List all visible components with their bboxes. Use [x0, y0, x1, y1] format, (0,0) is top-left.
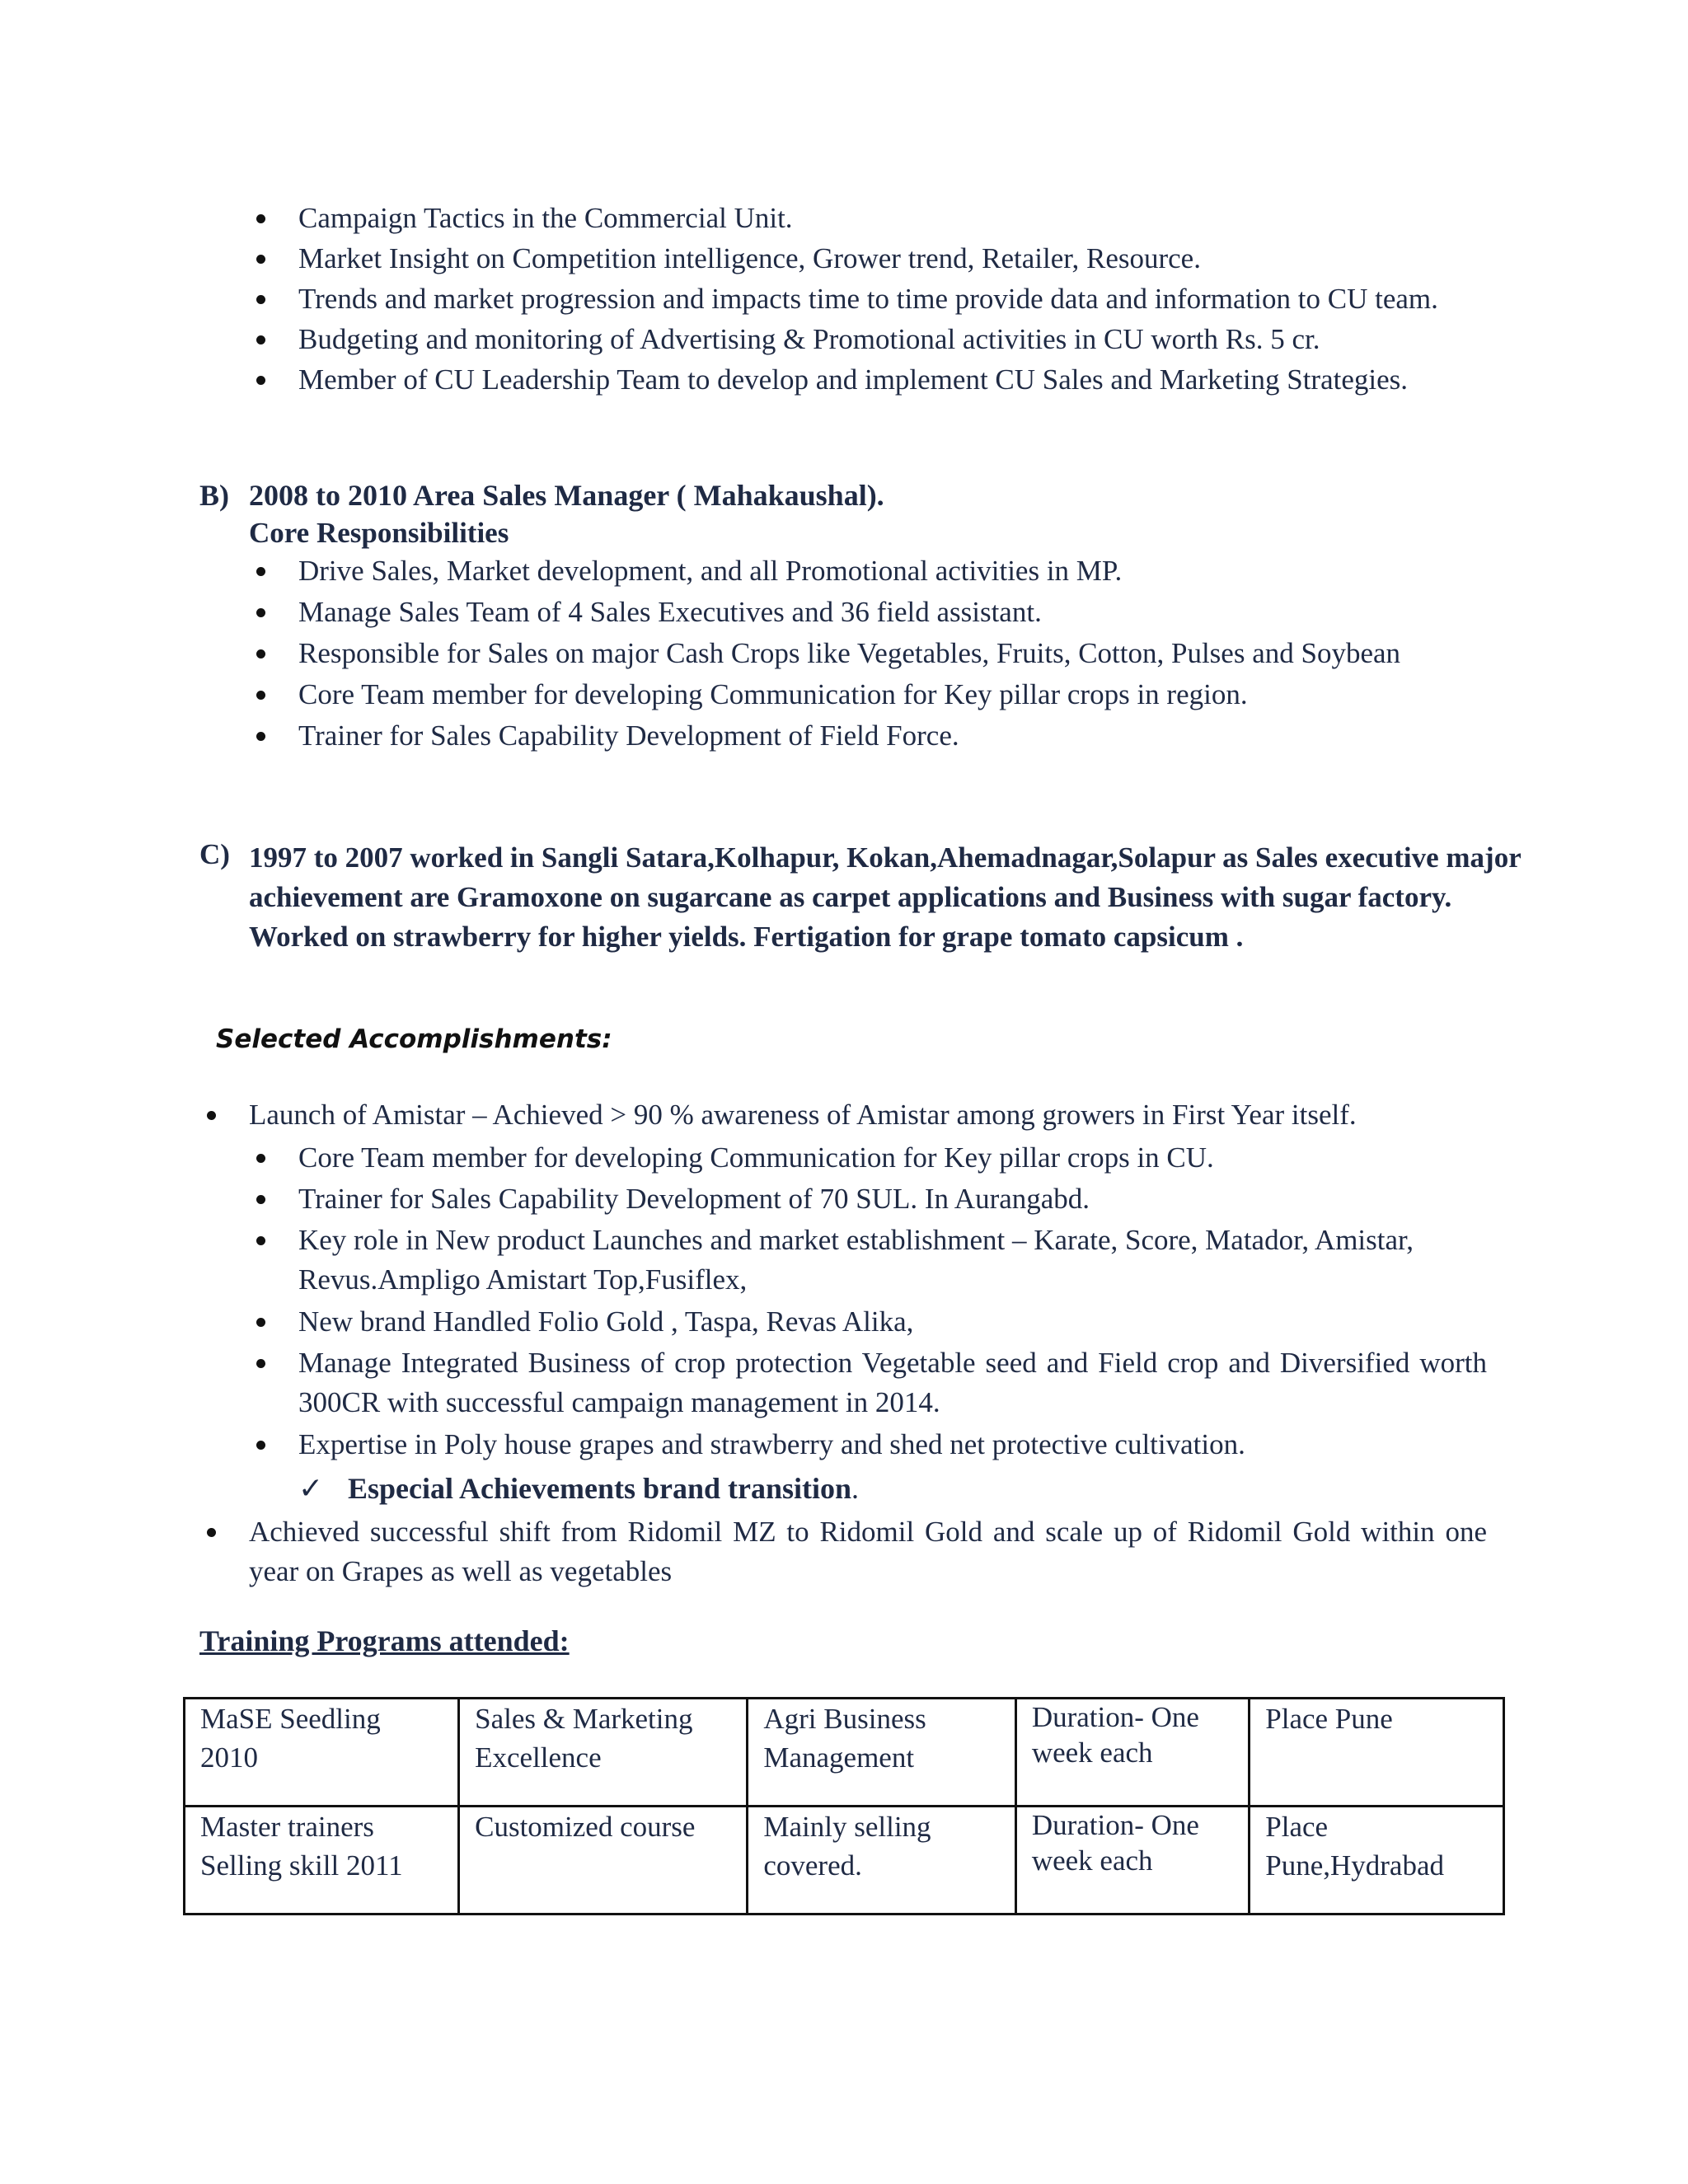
list-item: Member of CU Leadership Team to develop and implement CU Sales and Marketing Strategies. — [298, 360, 1469, 399]
section-label: B) — [199, 479, 229, 512]
special-achievement-tail: . — [851, 1472, 860, 1505]
list-item: Budgeting and monitoring of Advertising & Promotional activities in CU worth Rs. 5 cr. — [298, 320, 1469, 359]
section-label: C) — [199, 838, 230, 870]
accomplishment-last — [249, 1512, 1487, 1591]
list-item: Achieved successful shift from Ridomil MZ to Ridomil Gold and scale up of Ridomil Gold within one year on Grapes as well as vegetables — [249, 1512, 1487, 1591]
list-item: Key role in New product Launches and market establishment – Karate, Score, Matador, Amistar, Revus.Ampligo Amistart Top,Fusiflex, — [298, 1221, 1487, 1300]
accomplishment-first — [249, 1095, 1485, 1134]
list-item: Expertise in Poly house grapes and strawberry and shed net protective cultivation. — [298, 1425, 1487, 1464]
list-item: Trends and market progression and impacts time to time provide data and information to CU team. — [298, 279, 1469, 318]
table-cell: Place Pune,Hydrabad — [1250, 1807, 1504, 1915]
table-cell: Customized course — [459, 1807, 748, 1915]
table-cell: Duration- One week each — [1015, 1807, 1249, 1915]
list-item: Trainer for Sales Capability Development of Field Force. — [298, 716, 1518, 755]
list-item: Core Team member for developing Communication for Key pillar crops in region. — [298, 675, 1518, 714]
list-item: New brand Handled Folio Gold , Taspa, Revas Alika, — [298, 1302, 1487, 1341]
table-cell: Mainly selling covered. — [748, 1807, 1015, 1915]
table-cell: Agri Business Management — [748, 1699, 1015, 1807]
checkmark-icon: ✓ — [298, 1472, 324, 1505]
section-text: 1997 to 2007 worked in Sangli Satara,Kolhapur, Kokan,Ahemadnagar,Solapur as Sales executive major achievement are Gramoxone on sugarcane as carpet applications and Business with sugar factory. Worked on strawberry for higher yields. Fertigation for grape tomato capsicum . — [249, 841, 1522, 953]
list-item: Responsible for Sales on major Cash Crops like Vegetables, Fruits, Cotton, Pulses and Soybean — [298, 634, 1518, 673]
list-item: Campaign Tactics in the Commercial Unit. — [298, 199, 1469, 237]
list-item: Core Team member for developing Communication for Key pillar crops in CU. — [298, 1138, 1487, 1177]
list-item: Manage Integrated Business of crop protection Vegetable seed and Field crop and Diversified worth 300CR with successful campaign management in 2014. — [298, 1343, 1487, 1422]
section-title: 2008 to 2010 Area Sales Manager ( Mahakaushal). — [249, 479, 884, 512]
table-cell: Duration- One week each — [1015, 1699, 1249, 1807]
list-item: Market Insight on Competition intelligence, Grower trend, Retailer, Resource. — [298, 239, 1469, 278]
accomplishments-heading: Selected Accomplishments: — [216, 1024, 612, 1054]
table-cell: Place Pune — [1250, 1699, 1504, 1807]
table-cell: MaSE Seedling 2010 — [185, 1699, 459, 1807]
list-item: Launch of Amistar – Achieved > 90 % awareness of Amistar among growers in First Year itself. — [249, 1095, 1485, 1134]
list-item: Manage Sales Team of 4 Sales Executives and 36 field assistant. — [298, 593, 1518, 631]
training-heading: Training Programs attended: — [199, 1624, 570, 1657]
marketing-duties-list — [298, 199, 1469, 399]
section-b-subtitle: Core Responsibilities — [249, 517, 509, 549]
list-item: Trainer for Sales Capability Development of 70 SUL. In Aurangabd. — [298, 1179, 1487, 1218]
table-row — [185, 1807, 1504, 1915]
special-achievement-title: Especial Achievements brand transition — [348, 1472, 852, 1505]
list-item: Drive Sales, Market development, and all Promotional activities in MP. — [298, 551, 1518, 590]
core-responsibilities-list — [298, 551, 1518, 755]
table-cell: Sales & Marketing Excellence — [459, 1699, 748, 1807]
training-table — [183, 1697, 1505, 1915]
accomplishments-list — [298, 1138, 1487, 1464]
table-cell: Master trainers Selling skill 2011 — [185, 1807, 459, 1915]
table-row — [185, 1699, 1504, 1807]
